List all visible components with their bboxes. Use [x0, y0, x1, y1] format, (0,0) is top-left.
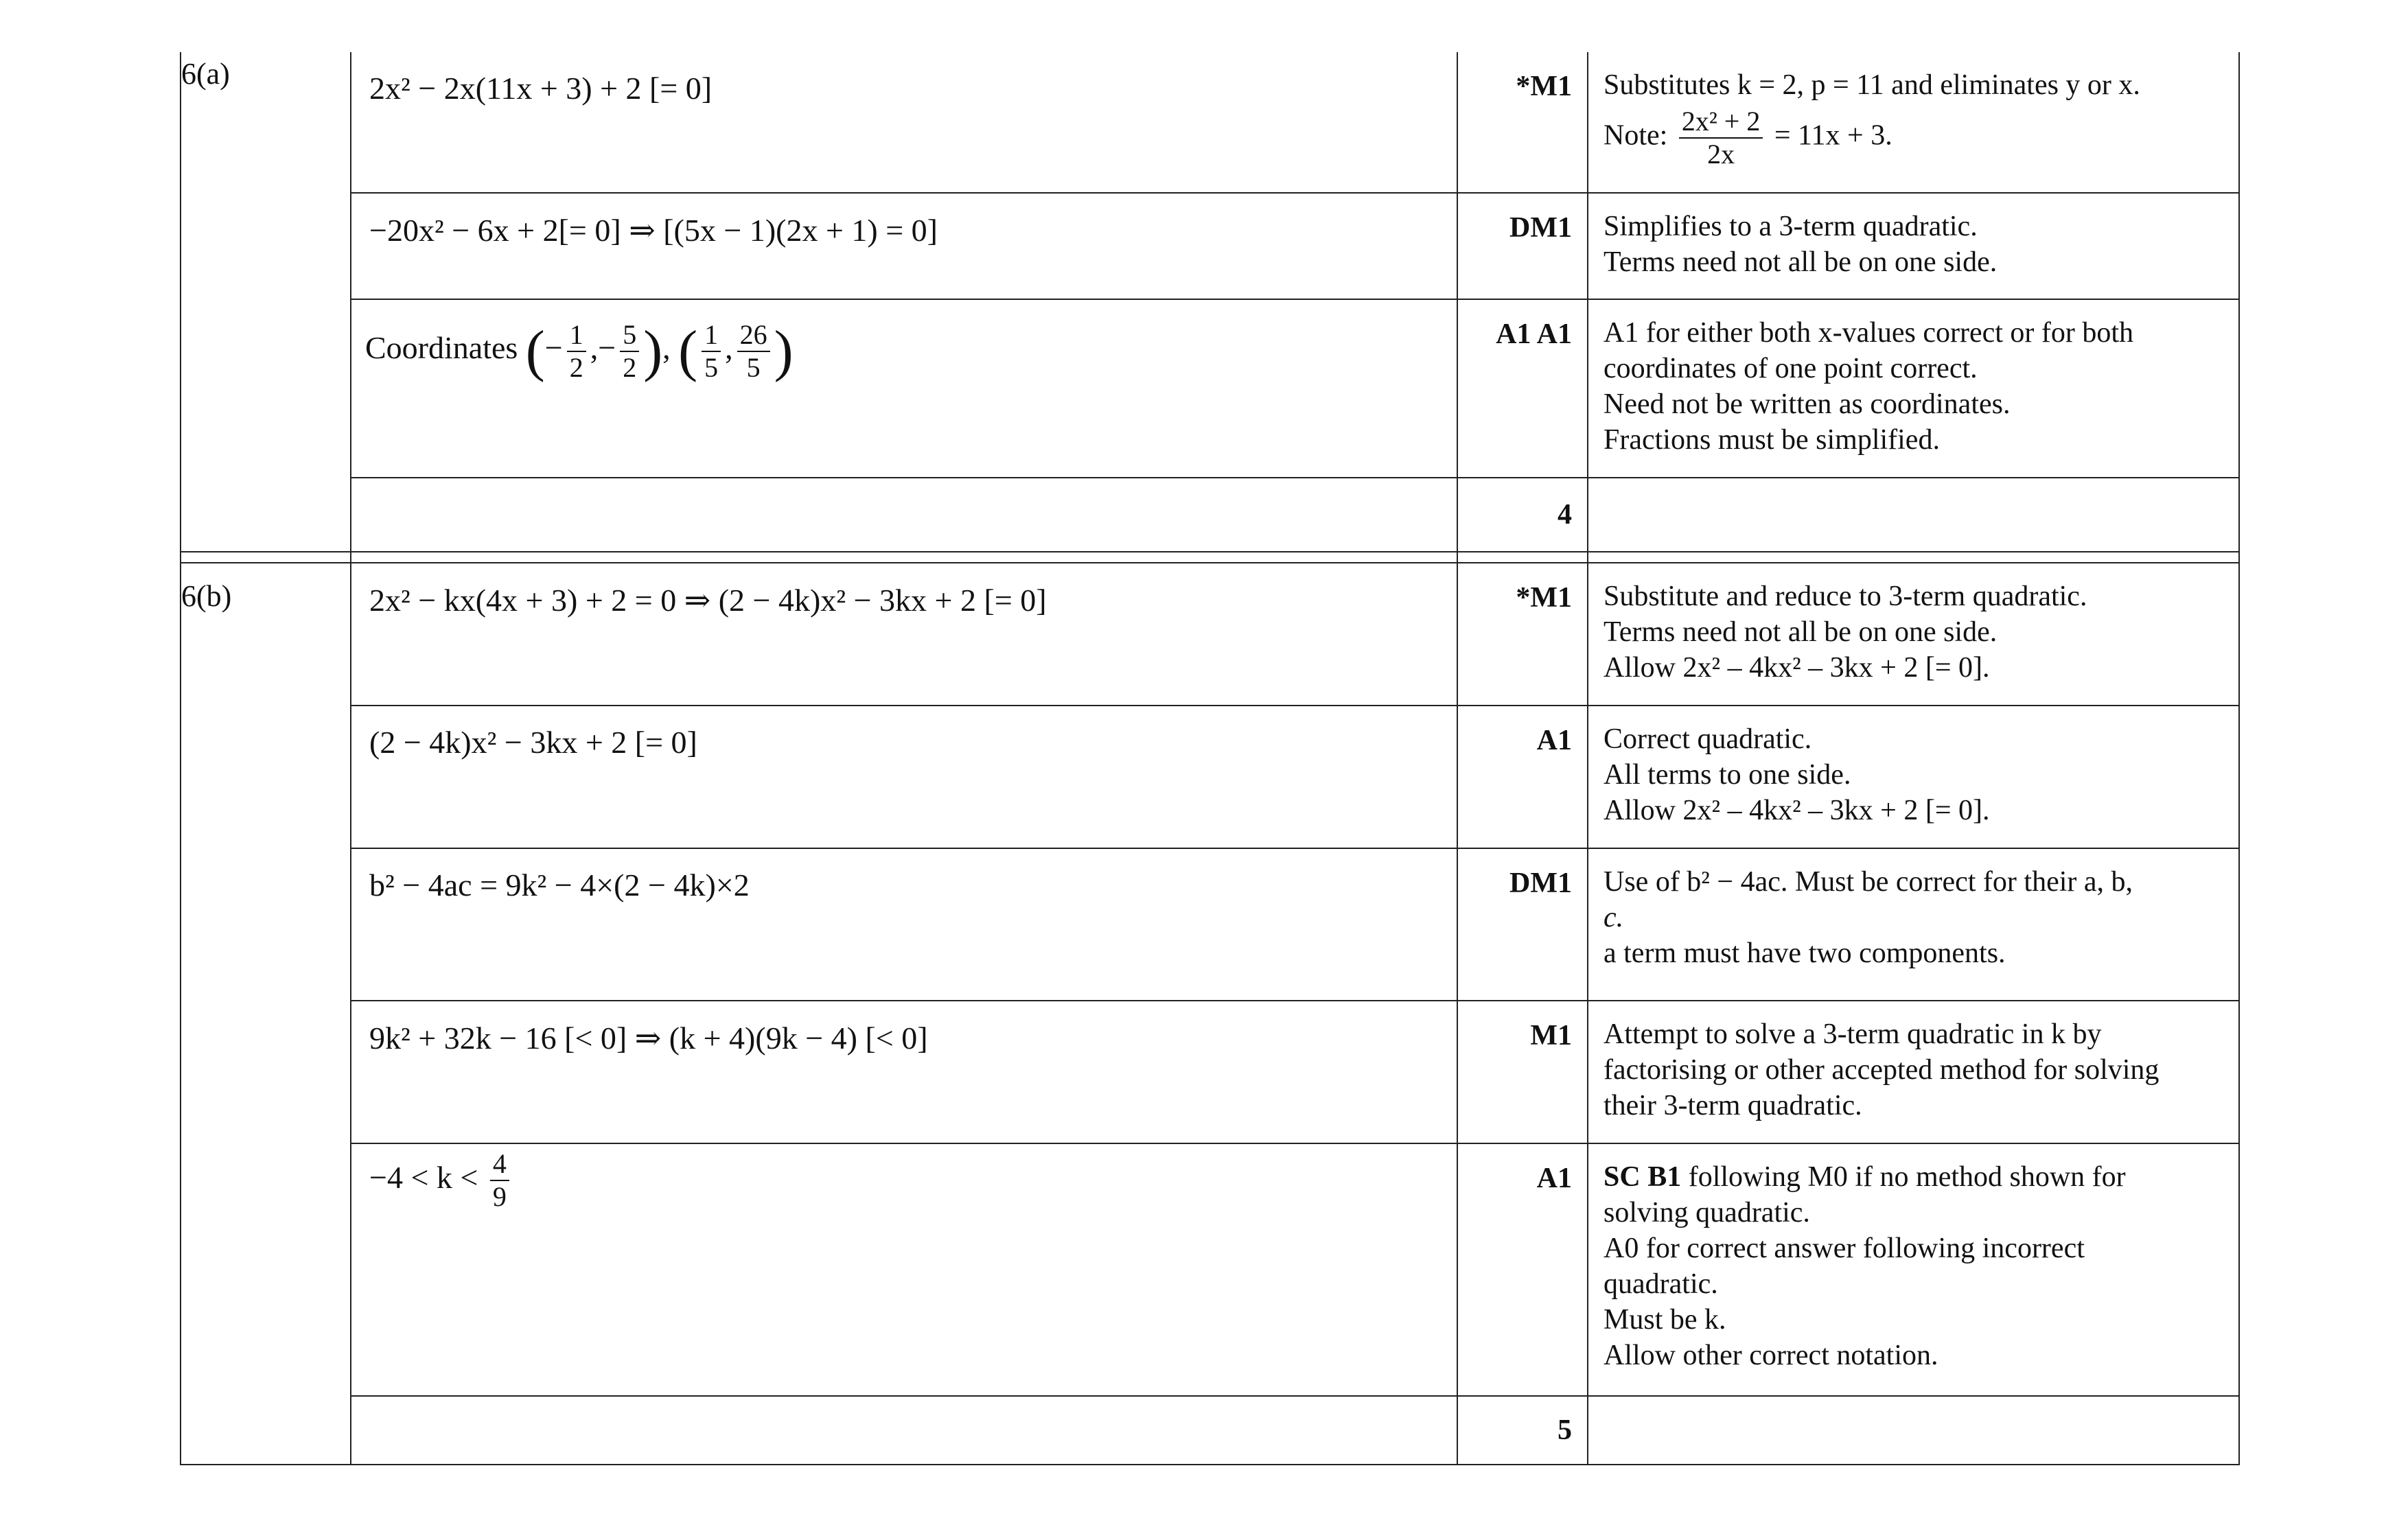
- denominator: 2: [569, 351, 583, 383]
- fraction: [702, 319, 721, 384]
- total-row: [181, 478, 2239, 552]
- denominator: 2: [623, 351, 637, 383]
- answer-cell: [351, 52, 1457, 193]
- numerator: 1: [702, 319, 721, 352]
- separator-cell: [1457, 552, 1588, 563]
- answer-cell: [351, 478, 1457, 552]
- question-number: 6(b): [181, 579, 232, 613]
- inequality-answer: [369, 1148, 513, 1212]
- answer-cell: [351, 848, 1457, 1001]
- paren-open: (: [525, 319, 545, 383]
- table-row: [181, 193, 2239, 299]
- guidance-cell: [1588, 478, 2239, 552]
- answer-cell: [351, 1396, 1457, 1465]
- mark-label: A1 A1: [1496, 318, 1572, 350]
- coordinates-answer: Coordinates (− $\frac{1}{2}$ ,− $\frac{5}{2}$ ), ( $\frac{1}{5}$ , $\frac{26}{5}$ ): [365, 318, 794, 383]
- mark-cell: [1457, 848, 1588, 1001]
- mark-label: A1: [1536, 1163, 1572, 1194]
- guidance-line: Allow other correct notation.: [1604, 1340, 1938, 1371]
- guidance-cell: [1588, 1143, 2239, 1396]
- guidance-line: Substitute and reduce to 3-term quadratic.: [1604, 581, 2087, 612]
- guidance-line: Terms need not all be on one side.: [1604, 246, 1998, 278]
- mark-scheme-table: [180, 52, 2240, 1465]
- guidance-line: Substitutes k = 2, p = 11 and eliminates y or x.: [1604, 69, 2140, 101]
- answer-cell: [351, 706, 1457, 848]
- mark-label: M1: [1530, 1020, 1572, 1051]
- mark-cell: [1457, 1143, 1588, 1396]
- guidance-cell: [1588, 706, 2239, 848]
- mark-cell: [1457, 52, 1588, 193]
- answer-text: 2x² − kx(4x + 3) + 2 = 0 ⇒ (2 − 4k)x² − 3kx + 2 [= 0]: [369, 583, 1047, 618]
- separator-cell: [351, 552, 1457, 563]
- answer-cell: [351, 193, 1457, 299]
- separator-row: [181, 552, 2239, 563]
- table-row: [181, 563, 2239, 706]
- guidance-line: A1 for either both x-values correct or for both: [1604, 317, 2134, 349]
- fraction: [567, 319, 586, 384]
- mark-label: *M1: [1516, 582, 1572, 614]
- mark-cell: [1457, 299, 1588, 478]
- guidance-cell: [1588, 299, 2239, 478]
- fraction: [737, 319, 770, 384]
- guidance-line: quadratic.: [1604, 1268, 1718, 1300]
- mark-cell: [1457, 563, 1588, 706]
- total-mark-cell: [1457, 478, 1588, 552]
- separator-cell: [181, 552, 351, 563]
- paren-close: ): [774, 319, 794, 383]
- table-row: [181, 848, 2239, 1001]
- mark-cell: [1457, 193, 1588, 299]
- total-mark-cell: [1457, 1396, 1588, 1465]
- guidance-line: All terms to one side.: [1604, 759, 1851, 791]
- separator-cell: [1588, 552, 2239, 563]
- table-row: [181, 706, 2239, 848]
- guidance-line: c.: [1604, 902, 1624, 933]
- note-fraction: [1679, 106, 1763, 170]
- denominator: 5: [704, 351, 719, 383]
- answer-text: 2x² − 2x(11x + 3) + 2 [= 0]: [369, 71, 713, 106]
- question-number-cell: [181, 52, 351, 552]
- mark-label: A1: [1536, 725, 1572, 756]
- mark-cell: [1457, 1001, 1588, 1143]
- guidance-line: their 3-term quadratic.: [1604, 1090, 1862, 1121]
- total-row: [181, 1396, 2239, 1465]
- guidance-line: coordinates of one point correct.: [1604, 353, 1978, 384]
- numerator: 1: [567, 319, 586, 352]
- fraction: [490, 1148, 509, 1213]
- numerator: 26: [737, 319, 770, 352]
- guidance-text: following M0 if no method shown for: [1681, 1161, 2126, 1193]
- special-case-label: SC B1: [1604, 1161, 1682, 1193]
- guidance-cell: [1588, 563, 2239, 706]
- table-row: [181, 52, 2239, 193]
- guidance-cell: [1588, 1001, 2239, 1143]
- coordinates-label: Coordinates: [365, 330, 518, 366]
- guidance-line: Use of b² − 4ac. Must be correct for their a, b,: [1604, 866, 2133, 898]
- paren-open: (: [678, 319, 698, 383]
- table-row: [181, 299, 2239, 478]
- guidance-cell: [1588, 848, 2239, 1001]
- guidance-line: Must be k.: [1604, 1304, 1726, 1336]
- numerator: 5: [620, 319, 639, 352]
- guidance-line: solving quadratic.: [1604, 1197, 1810, 1228]
- answer-cell: [351, 563, 1457, 706]
- guidance-line: Terms need not all be on one side.: [1604, 616, 1998, 648]
- answer-text: 9k² + 32k − 16 [< 0] ⇒ (k + 4)(9k − 4) [< 0]: [369, 1021, 928, 1056]
- note-denominator: 2x: [1707, 139, 1735, 170]
- denominator: 9: [492, 1181, 507, 1212]
- guidance-line: Allow 2x² – 4kx² – 3kx + 2 [= 0].: [1604, 652, 1990, 684]
- answer-text: (2 − 4k)x² − 3kx + 2 [= 0]: [369, 725, 697, 760]
- note-suffix: = 11x + 3.: [1774, 119, 1892, 152]
- mark-label: DM1: [1509, 867, 1572, 899]
- total-mark: 5: [1558, 1414, 1572, 1446]
- guidance-line: A0 for correct answer following incorrect: [1604, 1233, 2085, 1264]
- guidance-line: Fractions must be simplified.: [1604, 424, 1940, 456]
- guidance-cell: [1588, 193, 2239, 299]
- guidance-line: [1604, 1159, 2229, 1195]
- question-number-cell: [181, 563, 351, 1465]
- answer-cell: [351, 1143, 1457, 1396]
- paren-close: ): [643, 319, 663, 383]
- mark-label: *M1: [1516, 71, 1572, 102]
- answer-cell: [351, 1001, 1457, 1143]
- guidance-line: Correct quadratic.: [1604, 723, 1812, 755]
- inequality-prefix: −4 < k <: [369, 1159, 478, 1195]
- answer-text: b² − 4ac = 9k² − 4×(2 − 4k)×2: [369, 867, 750, 902]
- numerator: 4: [490, 1148, 509, 1181]
- answer-cell: [351, 299, 1457, 478]
- guidance-line: factorising or other accepted method for solving: [1604, 1054, 2160, 1086]
- table-row: [181, 1143, 2239, 1396]
- total-mark: 4: [1558, 499, 1572, 531]
- question-number: 6(a): [181, 57, 230, 91]
- note-prefix: Note:: [1604, 119, 1668, 152]
- guidance-cell: [1588, 1396, 2239, 1465]
- guidance-note: [1604, 106, 2229, 170]
- denominator: 5: [746, 351, 761, 383]
- mark-scheme-sheet: [180, 52, 2238, 1465]
- table-row: [181, 1001, 2239, 1143]
- note-numerator: 2x² + 2: [1679, 106, 1763, 139]
- guidance-line: a term must have two components.: [1604, 937, 2006, 969]
- guidance-line: Allow 2x² – 4kx² – 3kx + 2 [= 0].: [1604, 795, 1990, 826]
- answer-text: −20x² − 6x + 2[= 0] ⇒ [(5x − 1)(2x + 1) = 0]: [369, 213, 938, 248]
- guidance-line: Attempt to solve a 3-term quadratic in k by: [1604, 1018, 2102, 1050]
- guidance-line: Simplifies to a 3-term quadratic.: [1604, 211, 1978, 242]
- mark-cell: [1457, 706, 1588, 848]
- guidance-line: Need not be written as coordinates.: [1604, 388, 2011, 420]
- guidance-cell: [1588, 52, 2239, 193]
- fraction: [620, 319, 639, 384]
- mark-label: DM1: [1509, 212, 1572, 244]
